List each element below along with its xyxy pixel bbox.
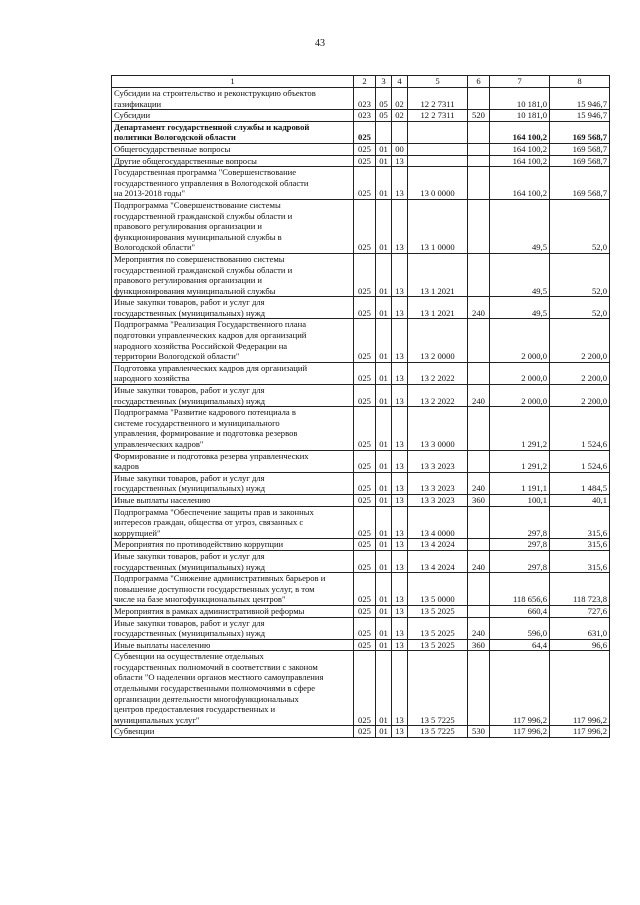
amount-year-1: 49,5: [490, 199, 550, 253]
code-target: 13 4 2024: [408, 539, 468, 551]
amount-year-2: 169 568,7: [550, 143, 610, 155]
amount-year-2: 2 200,0: [550, 319, 610, 362]
code-subsection: 13: [392, 494, 408, 506]
row-name: Субсидии на строительство и реконструкцию объектов газификации: [112, 88, 354, 110]
amount-year-2: 117 996,2: [550, 651, 610, 726]
amount-year-1: 297,8: [490, 550, 550, 572]
table-row: [112, 297, 610, 319]
code-target: 13 4 0000: [408, 506, 468, 539]
code-section: 01: [376, 155, 392, 167]
amount-year-2: 1 524,6: [550, 450, 610, 472]
code-target: 13 1 2021: [408, 253, 468, 296]
col-header-6: 6: [468, 76, 490, 88]
code-admin: 025: [354, 253, 376, 296]
code-admin: 025: [354, 506, 376, 539]
row-name: Подпрограмма "Обеспечение защиты прав и законных интересов граждан, общества от угроз, связанных с коррупцией": [112, 506, 354, 539]
code-section: [376, 121, 392, 143]
code-section: 01: [376, 617, 392, 639]
code-subsection: 13: [392, 199, 408, 253]
code-admin: 023: [354, 110, 376, 122]
code-admin: 025: [354, 362, 376, 384]
code-subsection: 00: [392, 143, 408, 155]
code-expense-type: [468, 143, 490, 155]
amount-year-2: 315,6: [550, 506, 610, 539]
code-target: 13 1 2021: [408, 297, 468, 319]
code-target: 13 5 7225: [408, 651, 468, 726]
amount-year-1: 100,1: [490, 494, 550, 506]
amount-year-1: 10 181,0: [490, 110, 550, 122]
code-admin: 025: [354, 167, 376, 200]
code-admin: 025: [354, 651, 376, 726]
row-name: Субвенции на осуществление отдельных государственных полномочий в соответствии с законом области "О наделении органов местного самоуправления отдельными государственными полномочиями в сфере организации деятельности многофункциональных центров предоставления государственных и муниципальных услуг": [112, 651, 354, 726]
row-name: Подготовка управленческих кадров для организаций народного хозяйства: [112, 362, 354, 384]
page-number: 43: [315, 38, 325, 49]
code-subsection: 13: [392, 605, 408, 617]
code-target: 13 4 2024: [408, 550, 468, 572]
code-expense-type: [468, 605, 490, 617]
amount-year-1: 10 181,0: [490, 88, 550, 110]
table-row: [112, 110, 610, 122]
amount-year-2: 727,6: [550, 605, 610, 617]
code-expense-type: [468, 573, 490, 606]
amount-year-1: 117 996,2: [490, 651, 550, 726]
code-subsection: 13: [392, 407, 408, 450]
col-header-2: 2: [354, 76, 376, 88]
table-row: [112, 362, 610, 384]
code-expense-type: [468, 407, 490, 450]
amount-year-2: 15 946,7: [550, 88, 610, 110]
code-section: 01: [376, 472, 392, 494]
code-admin: 025: [354, 385, 376, 407]
code-expense-type: 360: [468, 639, 490, 651]
code-expense-type: [468, 450, 490, 472]
amount-year-1: 164 100,2: [490, 143, 550, 155]
col-header-5: 5: [408, 76, 468, 88]
code-admin: 025: [354, 726, 376, 738]
code-section: 01: [376, 297, 392, 319]
table-header-row: [112, 76, 610, 88]
col-header-8: 8: [550, 76, 610, 88]
code-subsection: 02: [392, 110, 408, 122]
row-name: Иные закупки товаров, работ и услуг для государственных (муниципальных) нужд: [112, 550, 354, 572]
code-target: [408, 155, 468, 167]
code-subsection: 13: [392, 450, 408, 472]
table-row: [112, 494, 610, 506]
row-name: Иные закупки товаров, работ и услуг для государственных (муниципальных) нужд: [112, 297, 354, 319]
code-admin: 023: [354, 88, 376, 110]
code-subsection: 13: [392, 539, 408, 551]
code-section: 05: [376, 110, 392, 122]
budget-table: [111, 75, 610, 738]
row-name: Формирование и подготовка резерва управленческих кадров: [112, 450, 354, 472]
row-name: Департамент государственной службы и кадровой политики Вологодской области: [112, 121, 354, 143]
code-expense-type: 240: [468, 472, 490, 494]
code-subsection: 13: [392, 385, 408, 407]
code-expense-type: [468, 121, 490, 143]
code-target: 12 2 7311: [408, 88, 468, 110]
code-admin: 025: [354, 472, 376, 494]
row-name: Подпрограмма "Снижение административных барьеров и повышение доступности государственных услуг, в том числе на базе многофункциональных центров": [112, 573, 354, 606]
code-admin: 025: [354, 143, 376, 155]
amount-year-1: 1 291,2: [490, 407, 550, 450]
table-row: [112, 167, 610, 200]
amount-year-1: 596,0: [490, 617, 550, 639]
code-expense-type: [468, 199, 490, 253]
code-subsection: 13: [392, 155, 408, 167]
code-admin: 025: [354, 450, 376, 472]
row-name: Другие общегосударственные вопросы: [112, 155, 354, 167]
table-row: [112, 605, 610, 617]
amount-year-2: 52,0: [550, 199, 610, 253]
code-section: 01: [376, 385, 392, 407]
code-expense-type: 240: [468, 385, 490, 407]
amount-year-1: 2 000,0: [490, 385, 550, 407]
row-name: Иные закупки товаров, работ и услуг для государственных (муниципальных) нужд: [112, 617, 354, 639]
code-section: 01: [376, 362, 392, 384]
code-section: 01: [376, 167, 392, 200]
row-name: Мероприятия в рамках административной реформы: [112, 605, 354, 617]
amount-year-1: 164 100,2: [490, 155, 550, 167]
amount-year-2: 2 200,0: [550, 385, 610, 407]
code-target: 13 2 0000: [408, 319, 468, 362]
amount-year-2: 96,6: [550, 639, 610, 651]
row-name: Государственная программа "Совершенствование государственного управления в Вологодской области на 2013-2018 годы": [112, 167, 354, 200]
code-admin: 025: [354, 155, 376, 167]
code-target: 12 2 7311: [408, 110, 468, 122]
code-admin: 025: [354, 550, 376, 572]
code-target: 13 1 0000: [408, 199, 468, 253]
code-admin: 025: [354, 639, 376, 651]
amount-year-1: 164 100,2: [490, 167, 550, 200]
col-header-3: 3: [376, 76, 392, 88]
row-name: Мероприятия по противодействию коррупции: [112, 539, 354, 551]
code-subsection: 13: [392, 617, 408, 639]
code-admin: 025: [354, 199, 376, 253]
table-row: [112, 407, 610, 450]
code-subsection: 13: [392, 639, 408, 651]
code-target: 13 5 0000: [408, 573, 468, 606]
table-row: [112, 450, 610, 472]
row-name: Иные закупки товаров, работ и услуг для государственных (муниципальных) нужд: [112, 385, 354, 407]
table-row: [112, 726, 610, 738]
amount-year-2: 169 568,7: [550, 155, 610, 167]
code-section: 01: [376, 506, 392, 539]
row-name: Субсидии: [112, 110, 354, 122]
col-header-1: 1: [112, 76, 354, 88]
code-expense-type: [468, 167, 490, 200]
amount-year-2: 315,6: [550, 550, 610, 572]
amount-year-1: 49,5: [490, 297, 550, 319]
code-section: 05: [376, 88, 392, 110]
code-expense-type: 240: [468, 550, 490, 572]
code-section: 01: [376, 494, 392, 506]
code-target: [408, 121, 468, 143]
amount-year-2: 169 568,7: [550, 167, 610, 200]
code-admin: 025: [354, 617, 376, 639]
amount-year-1: 64,4: [490, 639, 550, 651]
amount-year-2: 631,0: [550, 617, 610, 639]
code-target: 13 3 2023: [408, 494, 468, 506]
amount-year-1: 660,4: [490, 605, 550, 617]
amount-year-2: 315,6: [550, 539, 610, 551]
code-subsection: 13: [392, 472, 408, 494]
table-row: [112, 88, 610, 110]
code-target: 13 5 2025: [408, 639, 468, 651]
code-expense-type: [468, 362, 490, 384]
col-header-7: 7: [490, 76, 550, 88]
code-subsection: 13: [392, 506, 408, 539]
table-row: [112, 199, 610, 253]
table-row: [112, 651, 610, 726]
row-name: Подпрограмма "Совершенствование системы государственной гражданской службы области и правового регулирования организации и функционирования муниципальной службы в Вологодской области": [112, 199, 354, 253]
code-target: 13 5 7225: [408, 726, 468, 738]
amount-year-1: 1 191,1: [490, 472, 550, 494]
code-target: 13 5 2025: [408, 605, 468, 617]
amount-year-1: 49,5: [490, 253, 550, 296]
table-row: [112, 143, 610, 155]
code-subsection: 13: [392, 726, 408, 738]
code-admin: 025: [354, 319, 376, 362]
code-admin: 025: [354, 539, 376, 551]
code-section: 01: [376, 573, 392, 606]
amount-year-2: 1 524,6: [550, 407, 610, 450]
code-subsection: [392, 121, 408, 143]
table-row: [112, 319, 610, 362]
code-target: 13 2 2022: [408, 385, 468, 407]
amount-year-1: 118 656,6: [490, 573, 550, 606]
table-row: [112, 573, 610, 606]
code-expense-type: [468, 506, 490, 539]
table-row: [112, 385, 610, 407]
code-subsection: 13: [392, 573, 408, 606]
code-admin: 025: [354, 407, 376, 450]
code-admin: 025: [354, 605, 376, 617]
row-name: Иные закупки товаров, работ и услуг для государственных (муниципальных) нужд: [112, 472, 354, 494]
table-row: [112, 121, 610, 143]
code-admin: 025: [354, 494, 376, 506]
code-expense-type: 360: [468, 494, 490, 506]
code-section: 01: [376, 407, 392, 450]
code-expense-type: 530: [468, 726, 490, 738]
code-section: 01: [376, 550, 392, 572]
amount-year-2: 2 200,0: [550, 362, 610, 384]
table-body: [112, 88, 610, 738]
code-expense-type: 240: [468, 617, 490, 639]
col-header-4: 4: [392, 76, 408, 88]
amount-year-1: 1 291,2: [490, 450, 550, 472]
row-name: Иные выплаты населению: [112, 639, 354, 651]
code-target: 13 0 0000: [408, 167, 468, 200]
amount-year-1: 117 996,2: [490, 726, 550, 738]
code-subsection: 02: [392, 88, 408, 110]
code-subsection: 13: [392, 167, 408, 200]
code-section: 01: [376, 450, 392, 472]
code-expense-type: [468, 651, 490, 726]
amount-year-2: 52,0: [550, 297, 610, 319]
code-subsection: 13: [392, 651, 408, 726]
code-subsection: 13: [392, 319, 408, 362]
row-name: Мероприятия по совершенствованию системы государственной гражданской службы области и правового регулирования организации и функционирования муниципальной службы: [112, 253, 354, 296]
code-section: 01: [376, 651, 392, 726]
row-name: Подпрограмма "Реализация Государственного плана подготовки управленческих кадров для организаций народного хозяйства Российской Федерации на территории Вологодской области": [112, 319, 354, 362]
amount-year-2: 40,1: [550, 494, 610, 506]
code-section: 01: [376, 539, 392, 551]
code-target: 13 5 2025: [408, 617, 468, 639]
code-target: 13 3 2023: [408, 450, 468, 472]
code-target: 13 2 2022: [408, 362, 468, 384]
code-expense-type: 520: [468, 110, 490, 122]
table-row: [112, 639, 610, 651]
code-section: 01: [376, 639, 392, 651]
code-admin: 025: [354, 121, 376, 143]
code-expense-type: 240: [468, 297, 490, 319]
row-name: Подпрограмма "Развитие кадрового потенциала в системе государственного и муниципального управления, формирование и подготовка резервов управленческих кадров": [112, 407, 354, 450]
table-row: [112, 253, 610, 296]
code-expense-type: [468, 539, 490, 551]
code-expense-type: [468, 88, 490, 110]
code-section: 01: [376, 319, 392, 362]
code-subsection: 13: [392, 253, 408, 296]
code-admin: 025: [354, 573, 376, 606]
row-name: Иные выплаты населению: [112, 494, 354, 506]
code-section: 01: [376, 605, 392, 617]
code-section: 01: [376, 726, 392, 738]
amount-year-1: 297,8: [490, 539, 550, 551]
row-name: Общегосударственные вопросы: [112, 143, 354, 155]
code-expense-type: [468, 253, 490, 296]
amount-year-1: 297,8: [490, 506, 550, 539]
code-expense-type: [468, 155, 490, 167]
code-target: [408, 143, 468, 155]
code-section: 01: [376, 143, 392, 155]
amount-year-2: 118 723,8: [550, 573, 610, 606]
table-row: [112, 155, 610, 167]
table-row: [112, 550, 610, 572]
code-admin: 025: [354, 297, 376, 319]
code-expense-type: [468, 319, 490, 362]
table-row: [112, 472, 610, 494]
table-row: [112, 617, 610, 639]
amount-year-2: 117 996,2: [550, 726, 610, 738]
row-name: Субвенции: [112, 726, 354, 738]
amount-year-2: 1 484,5: [550, 472, 610, 494]
amount-year-2: 169 568,7: [550, 121, 610, 143]
code-target: 13 3 2023: [408, 472, 468, 494]
amount-year-1: 164 100,2: [490, 121, 550, 143]
code-subsection: 13: [392, 362, 408, 384]
code-section: 01: [376, 253, 392, 296]
code-subsection: 13: [392, 297, 408, 319]
code-subsection: 13: [392, 550, 408, 572]
amount-year-1: 2 000,0: [490, 319, 550, 362]
code-target: 13 3 0000: [408, 407, 468, 450]
table-row: [112, 539, 610, 551]
amount-year-2: 15 946,7: [550, 110, 610, 122]
table-row: [112, 506, 610, 539]
amount-year-2: 52,0: [550, 253, 610, 296]
amount-year-1: 2 000,0: [490, 362, 550, 384]
code-section: 01: [376, 199, 392, 253]
